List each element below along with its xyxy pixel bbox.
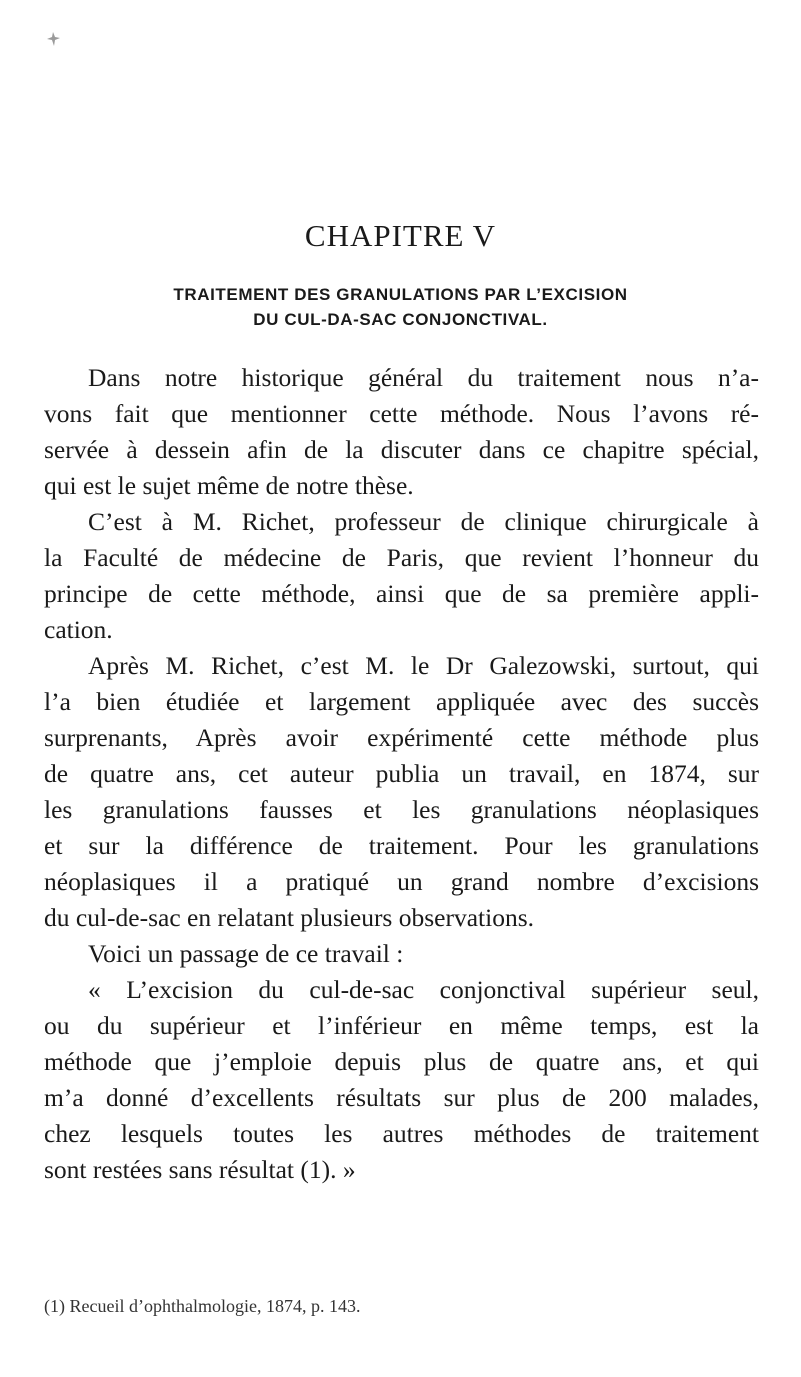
body-line: du cul-de-sac en relatant plusieurs observations. — [44, 903, 535, 932]
body-line: la Faculté de médecine de Paris, que revient l’honneur du — [44, 543, 759, 572]
ink-speck-icon — [44, 30, 62, 48]
body-line: principe de cette méthode, ainsi que de sa première appli- — [44, 579, 759, 608]
chapter-subtitle-line-1: TRAITEMENT DES GRANULATIONS PAR L’EXCISION — [173, 285, 628, 304]
body-line: néoplasiques il a pratiqué un grand nombre d’excisions — [44, 867, 759, 896]
body-line: les granulations fausses et les granulations néoplasiques — [44, 795, 759, 824]
body-line: qui est le sujet même de notre thèse. — [44, 471, 414, 500]
footnote: (1) Recueil d’ophthalmologie, 1874, p. 143. — [44, 1296, 361, 1316]
body-line: surprenants, Après avoir expérimenté cette méthode plus — [44, 723, 759, 752]
body-line: Après M. Richet, c’est M. le Dr Galezowski, surtout, qui — [88, 651, 759, 680]
quote-line: ou du supérieur et l’inférieur en même temps, est la — [44, 1011, 759, 1040]
body-line: Voici un passage de ce travail : — [88, 939, 404, 968]
quote-line: « L’excision du cul-de-sac conjonctival supérieur seul, — [88, 975, 759, 1004]
body-line: de quatre ans, cet auteur publia un travail, en 1874, sur — [44, 759, 759, 788]
chapter-title: CHAPITRE V — [304, 218, 497, 253]
quote-line: m’a donné d’excellents résultats sur plus de 200 malades, — [44, 1083, 759, 1112]
quote-line: sont restées sans résultat (1). » — [44, 1155, 356, 1184]
body-line: C’est à M. Richet, professeur de clinique chirurgicale à — [88, 507, 759, 536]
quote-line: chez lesquels toutes les autres méthodes de traitement — [44, 1119, 759, 1148]
body-line: Dans notre historique général du traitement nous n’a- — [88, 363, 759, 392]
body-line: l’a bien étudiée et largement appliquée avec des succès — [44, 687, 759, 716]
chapter-subtitle-line-2: DU CUL-DA-SAC CONJONCTIVAL. — [253, 310, 548, 329]
body-line: vons fait que mentionner cette méthode. Nous l’avons ré- — [44, 399, 759, 428]
body-line: cation. — [44, 615, 113, 644]
quote-line: méthode que j’emploie depuis plus de quatre ans, et qui — [44, 1047, 759, 1076]
body-line: et sur la différence de traitement. Pour les granulations — [44, 831, 759, 860]
body-line: servée à dessein afin de la discuter dans ce chapitre spécial, — [44, 435, 759, 464]
